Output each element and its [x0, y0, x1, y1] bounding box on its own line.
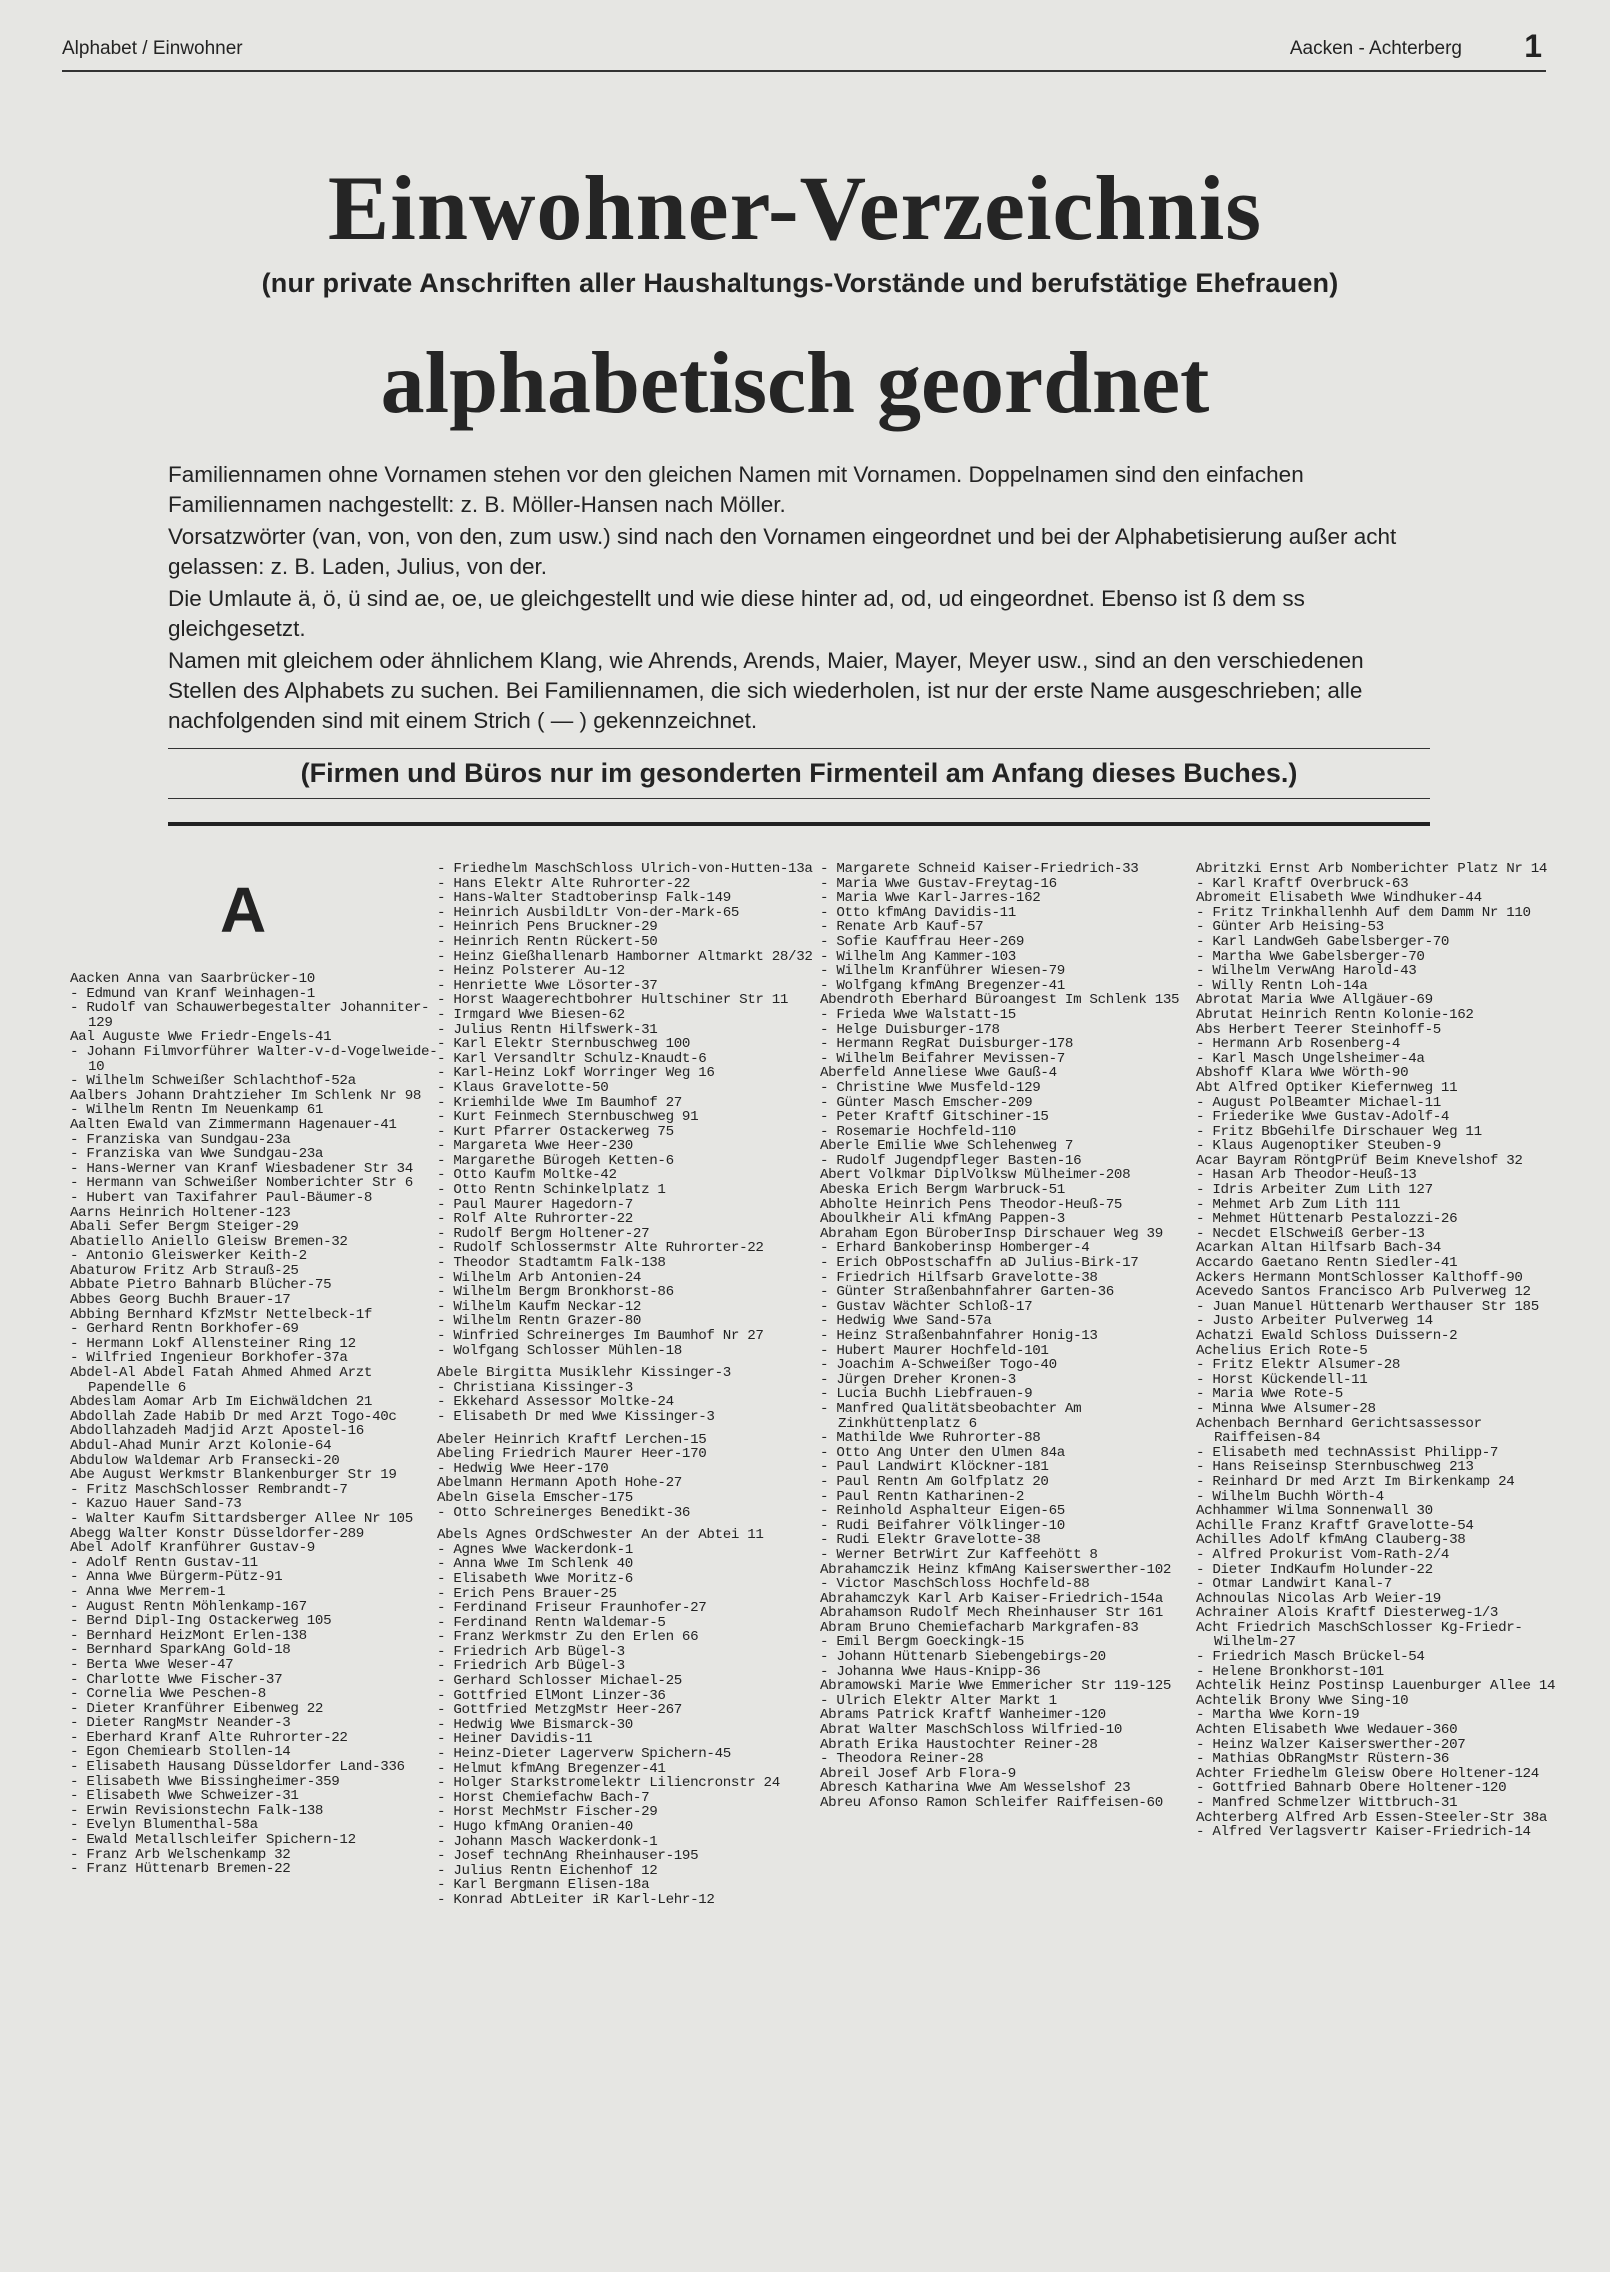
directory-entry: Abbate Pietro Bahnarb Blücher-75: [70, 1277, 332, 1294]
directory-entry: Abt Alfred Optiker Kiefernweg 11: [1196, 1079, 1458, 1096]
directory-entry: - Karl-Heinz Lokf Worringer Weg 16: [437, 1065, 715, 1082]
directory-entry: - Franz Werkmstr Zu den Erlen 66: [437, 1629, 699, 1646]
directory-entry: Acar Bayram RöntgPrüf Beim Knevelshof 32: [1196, 1152, 1523, 1169]
directory-entry: - Alfred Prokurist Vom-Rath-2/4: [1196, 1546, 1450, 1563]
directory-entry: - Hugo kfmAng Oranien-40: [437, 1819, 633, 1835]
directory-entry: - Manfred Qualitätsbeobachter Am Zinkhüttenplatz 6: [820, 1400, 1082, 1432]
directory-entry: - Mathias ObRangMstr Rüstern-36: [1196, 1751, 1450, 1768]
directory-entry: - Elisabeth Hausang Düsseldorfer Land-336: [70, 1759, 405, 1776]
directory-entry: - Hermann Lokf Allensteiner Ring 12: [70, 1335, 356, 1352]
directory-entry: Achatzi Ewald Schloss Duissern-2: [1196, 1328, 1458, 1344]
directory-entry: - Manfred Schmelzer Wittbruch-31: [1196, 1795, 1458, 1811]
directory-entry: - Jürgen Dreher Kronen-3: [820, 1371, 1016, 1388]
directory-entry: - Hubert van Taxifahrer Paul-Bäumer-8: [70, 1189, 373, 1206]
directory-entry: Abegg Walter Konstr Düsseldorfer-289: [70, 1525, 364, 1542]
directory-entry: - Kazuo Hauer Sand-73: [70, 1496, 242, 1513]
directory-entry: - Wilhelm Kranführer Wiesen-79: [820, 963, 1065, 980]
page-subtitle: (nur private Anschriften aller Haushaltungs-Vorstände und berufstätige Ehefrauen): [261, 268, 1339, 298]
directory-entry: - Margarete Schneid Kaiser-Friedrich-33: [820, 861, 1139, 877]
directory-entry: - Klaus Augenoptiker Steuben-9: [1196, 1138, 1441, 1155]
directory-entry: - Klaus Gravelotte-50: [437, 1079, 609, 1096]
directory-entry: - Gerhard Rentn Borkhofer-69: [70, 1321, 299, 1338]
directory-entry: - Wolfgang Schlosser Mühlen-18: [437, 1342, 682, 1359]
directory-entry: - Justo Arbeiter Pulverweg 14: [1196, 1313, 1433, 1330]
directory-entry: Acht Friedrich MaschSchlosser Kg-Friedr-Wilhelm-27: [1196, 1619, 1523, 1651]
directory-entry: - Maria Wwe Rote-5: [1196, 1386, 1343, 1403]
directory-entry: - Ekkehard Assessor Moltke-24: [437, 1394, 674, 1411]
directory-entry: - Ewald Metallschleifer Spichern-12: [70, 1832, 356, 1849]
directory-entry: Aacken Anna van Saarbrücker-10: [70, 971, 315, 987]
directory-entry: - Rudi Beifahrer Völklinger-10: [820, 1517, 1065, 1534]
directory-entry: - Friedrich Hilfsarb Gravelotte-38: [820, 1269, 1098, 1286]
directory-entry: - Johann Filmvorführer Walter-v-d-Vogelweide-10: [70, 1043, 438, 1075]
directory-entry: - Günter Masch Emscher-209: [820, 1094, 1033, 1111]
directory-entry: Abdul-Ahad Munir Arzt Kolonie-64: [70, 1438, 332, 1454]
directory-entry: - Lucia Buchh Liebfrauen-9: [820, 1386, 1033, 1403]
directory-entry: - Elisabeth Wwe Schweizer-31: [70, 1788, 299, 1805]
directory-entry: - Elisabeth med technAssist Philipp-7: [1196, 1444, 1499, 1461]
divider-rule: [168, 798, 1430, 799]
directory-entry: Abrat Walter MaschSchloss Wilfried-10: [820, 1722, 1123, 1739]
directory-column-1: [70, 862, 448, 1877]
directory-entry: - Rolf Alte Ruhrorter-22: [437, 1211, 633, 1228]
directory-entry: Achrainer Alois Kraftf Diesterweg-1/3: [1196, 1605, 1499, 1622]
directory-entry: - Alfred Verlagsvertr Kaiser-Friedrich-14: [1196, 1824, 1531, 1841]
directory-entry: - Elisabeth Wwe Moritz-6: [437, 1570, 633, 1587]
directory-entry: Acarkan Altan Hilfsarb Bach-34: [1196, 1240, 1441, 1257]
directory-entry: - Fritz Trinkhallenhh Auf dem Damm Nr 110: [1196, 904, 1531, 921]
directory-entry: Abdel-Al Abdel Fatah Ahmed Ahmed Arzt Papendelle 6: [70, 1365, 373, 1396]
directory-entry: - Rudolf van Schauwerbegestalter Johanniter-129: [70, 1000, 430, 1031]
directory-entry: - Karl Elektr Sternbuschweg 100: [437, 1036, 691, 1053]
directory-entry: - Otmar Landwirt Kanal-7: [1196, 1576, 1392, 1593]
directory-entry: - Hermann Arb Rosenberg-4: [1196, 1036, 1401, 1053]
directory-entry: - Johanna Wwe Haus-Knipp-36: [820, 1663, 1041, 1680]
directory-entry: Achilles Adolf kfmAng Clauberg-38: [1196, 1532, 1466, 1549]
directory-entry: Abdollah Zade Habib Dr med Arzt Togo-40c: [70, 1408, 397, 1425]
directory-entry: - Egon Chemiearb Stollen-14: [70, 1744, 291, 1761]
directory-entry: Achter Friedhelm Gleisw Obere Holtener-124: [1196, 1765, 1539, 1782]
directory-entry: - Joachim A-Schweißer Togo-40: [820, 1357, 1057, 1374]
directory-entry: Abrath Erika Haustochter Reiner-28: [820, 1736, 1098, 1753]
directory-entry: - Necdet ElSchweiß Gerber-13: [1196, 1225, 1425, 1242]
directory-entry: - Renate Arb Kauf-57: [820, 919, 984, 936]
directory-entry: Abshoff Klara Wwe Wörth-90: [1196, 1065, 1409, 1082]
directory-entry: Abdeslam Aomar Arb Im Eichwäldchen 21: [70, 1394, 373, 1411]
directory-entry: - Julius Rentn Eichenhof 12: [437, 1862, 658, 1879]
directory-entry: - Kurt Pfarrer Ostackerweg 75: [437, 1123, 674, 1140]
directory-entry: - Konrad AbtLeiter iR Karl-Lehr-12: [437, 1891, 715, 1908]
directory-entry: - Rosemarie Hochfeld-110: [820, 1123, 1016, 1140]
firm-note: (Firmen und Büros nur im gesonderten Firmenteil am Anfang dieses Buches.): [300, 758, 1298, 788]
directory-entry: Abromeit Elisabeth Wwe Windhuker-44: [1196, 890, 1482, 907]
directory-entry: - Elisabeth Wwe Bissingheimer-359: [70, 1773, 340, 1790]
directory-entry: Abel Adolf Kranführer Gustav-9: [70, 1540, 315, 1557]
directory-entry: - Wilhelm Schweißer Schlachthof-52a: [70, 1073, 356, 1090]
directory-entry: - Otto Rentn Schinkelplatz 1: [437, 1182, 666, 1199]
directory-entry: - Franziska van Sundgau-23a: [70, 1131, 291, 1148]
directory-entry: Abbing Bernhard KfzMstr Nettelbeck-1f: [70, 1306, 373, 1323]
directory-entry: Accardo Gaetano Rentn Siedler-41: [1196, 1255, 1458, 1272]
directory-entry: - Paul Maurer Hagedorn-7: [437, 1196, 633, 1213]
directory-column-2: [437, 862, 815, 1908]
directory-entry: Abele Birgitta Musiklehr Kissinger-3: [437, 1365, 731, 1382]
directory-entry: - Winfried Schreinerges Im Baumhof Nr 27: [437, 1328, 764, 1344]
directory-entry: - Fritz MaschSchlosser Rembrandt-7: [70, 1481, 348, 1498]
intro-paragraph: Vorsatzwörter (van, von, von den, zum usw.) sind nach den Vornamen eingeordnet und bei der Alphabetisierung außer acht gelassen: z. B. Laden, Julius, von der.: [168, 524, 1397, 579]
directory-entry: Abels Agnes OrdSchwester An der Abtei 11: [437, 1527, 764, 1544]
directory-entry: - Hedwig Wwe Bismarck-30: [437, 1716, 633, 1733]
directory-entry: - Hans-Walter Stadtoberinsp Falk-149: [437, 890, 731, 907]
directory-entry: Abeska Erich Bergm Warbruck-51: [820, 1182, 1065, 1199]
directory-entry: - Friedhelm MaschSchloss Ulrich-von-Hutten-13a: [437, 861, 813, 877]
section-letter: A: [220, 874, 266, 946]
directory-entry: - Horst Kückendell-11: [1196, 1371, 1368, 1388]
directory-entry: - Horst Waagerechtbohrer Hultschiner Str 11: [437, 992, 789, 1009]
directory-entry: - Irmgard Wwe Biesen-62: [437, 1006, 625, 1023]
directory-entry: Aalbers Johann Drahtzieher Im Schlenk Nr 98: [70, 1087, 422, 1104]
directory-entry: Abrahamczik Heinz kfmAng Kaiserswerther-102: [820, 1561, 1172, 1578]
directory-entry: - Dieter Kranführer Eibenweg 22: [70, 1700, 324, 1717]
directory-entry: - Hans Reiseinsp Sternbuschweg 213: [1196, 1459, 1474, 1476]
directory-entry: - Idris Arbeiter Zum Lith 127: [1196, 1182, 1433, 1199]
directory-entry: - Bernhard HeizMont Erlen-138: [70, 1627, 307, 1644]
directory-entry: - Willy Rentn Loh-14a: [1196, 977, 1368, 994]
directory-entry: - Otto kfmAng Davidis-11: [820, 904, 1016, 921]
directory-entry: - Martha Wwe Korn-19: [1196, 1707, 1360, 1724]
header-rule: [62, 70, 1546, 72]
directory-entry: Abholte Heinrich Pens Theodor-Heuß-75: [820, 1196, 1123, 1213]
directory-entry: Abraham Egon BüroberInsp Dirschauer Weg 39: [820, 1225, 1163, 1242]
directory-entry: - Fritz BbGehilfe Dirschauer Weg 11: [1196, 1123, 1482, 1140]
directory-entry: - Elisabeth Dr med Wwe Kissinger-3: [437, 1408, 715, 1425]
directory-entry: - Juan Manuel Hüttenarb Werthauser Str 185: [1196, 1298, 1539, 1315]
directory-entry: - Otto Ang Unter den Ulmen 84a: [820, 1444, 1065, 1461]
directory-entry: - Holger Starkstromelektr Liliencronstr 24: [437, 1775, 780, 1792]
directory-entry: Abdollahzadeh Madjid Arzt Apostel-16: [70, 1423, 364, 1440]
directory-entry: - Adolf Rentn Gustav-11: [70, 1554, 258, 1571]
directory-entry: - Erich ObPostschaffn aD Julius-Birk-17: [820, 1255, 1139, 1272]
directory-entry: - Hedwig Wwe Heer-170: [437, 1460, 609, 1477]
directory-entry: Aal Auguste Wwe Friedr-Engels-41: [70, 1029, 332, 1046]
directory-entry: - Martha Wwe Gabelsberger-70: [1196, 948, 1425, 965]
directory-entry: - Cornelia Wwe Peschen-8: [70, 1686, 266, 1703]
directory-entry: - Friedrich Arb Bügel-3: [437, 1658, 625, 1675]
directory-entry: - August Rentn Möhlenkamp-167: [70, 1598, 307, 1615]
directory-entry: - Kriemhilde Wwe Im Baumhof 27: [437, 1094, 682, 1111]
directory-entry: - Helmut kfmAng Bregenzer-41: [437, 1760, 666, 1777]
directory-entry: - Minna Wwe Alsumer-28: [1196, 1400, 1376, 1417]
directory-entry: - Johann Masch Wackerdonk-1: [437, 1833, 658, 1850]
directory-entry: - Paul Rentn Katharinen-2: [820, 1488, 1025, 1505]
page-number: 1: [1524, 28, 1542, 64]
directory-entry: - Karl Bergmann Elisen-18a: [437, 1877, 650, 1894]
directory-entry: - Rudolf Jugendpfleger Basten-16: [820, 1152, 1082, 1169]
directory-entry: Achhammer Wilma Sonnenwall 30: [1196, 1503, 1433, 1520]
directory-entry: - Christiana Kissinger-3: [437, 1379, 633, 1396]
directory-entry: Aarns Heinrich Holtener-123: [70, 1204, 291, 1221]
directory-entry: - Anna Wwe Merrem-1: [70, 1583, 226, 1600]
directory-entry: - Victor MaschSchloss Hochfeld-88: [820, 1576, 1090, 1593]
directory-entry: - Bernd Dipl-Ing Ostackerweg 105: [70, 1613, 332, 1630]
page-title: Einwohner-Verzeichnis: [327, 157, 1263, 259]
directory-entry: - Horst MechMstr Fischer-29: [437, 1804, 658, 1821]
directory-entry: - Theodor Stadtamtm Falk-138: [437, 1255, 666, 1272]
directory-entry: - Charlotte Wwe Fischer-37: [70, 1671, 283, 1688]
directory-entry: - Karl Kraftf Overbruck-63: [1196, 875, 1409, 892]
divider-rule: [168, 748, 1430, 749]
directory-entry: - Peter Kraftf Gitschiner-15: [820, 1109, 1049, 1126]
directory-entry: Abrahamczyk Karl Arb Kaiser-Friedrich-154a: [820, 1590, 1163, 1607]
directory-entry: Abert Volkmar DiplVolksw Mülheimer-208: [820, 1167, 1131, 1184]
directory-entry: - Wilhelm VerwAng Harold-43: [1196, 963, 1417, 980]
directory-entry: Achenbach Bernhard Gerichtsassessor Raiffeisen-84: [1196, 1415, 1482, 1447]
directory-entry: Aberfeld Anneliese Wwe Gauß-4: [820, 1065, 1057, 1082]
directory-entry: - August PolBeamter Michael-11: [1196, 1094, 1441, 1111]
directory-entry: - Wilhelm Kaufm Neckar-12: [437, 1298, 642, 1315]
directory-entry: - Evelyn Blumenthal-58a: [70, 1817, 258, 1834]
directory-entry: - Günter Arb Heising-53: [1196, 919, 1384, 936]
directory-entry: - Frieda Wwe Walstatt-15: [820, 1006, 1016, 1023]
directory-entry: - Rudolf Schlossermstr Alte Ruhrorter-22: [437, 1240, 764, 1257]
directory-entry: Abdulow Waldemar Arb Fransecki-20: [70, 1452, 340, 1469]
directory-entry: - Wilhelm Beifahrer Mevissen-7: [820, 1050, 1065, 1067]
directory-entry: - Otto Schreinerges Benedikt-36: [437, 1504, 691, 1521]
directory-entry: Abrotat Maria Wwe Allgäuer-69: [1196, 992, 1433, 1009]
directory-entry: Abatiello Aniello Gleisw Bremen-32: [70, 1233, 348, 1250]
directory-entry: - Edmund van Kranf Weinhagen-1: [70, 985, 315, 1002]
directory-entry: Abelmann Hermann Apoth Hohe-27: [437, 1475, 682, 1492]
directory-entry: - Bernhard SparkAng Gold-18: [70, 1642, 291, 1659]
directory-entry: - Paul Landwirt Klöckner-181: [820, 1459, 1049, 1476]
directory-entry: - Heinrich AusbildLtr Von-der-Mark-65: [437, 904, 740, 921]
directory-entry: - Rudolf Bergm Holtener-27: [437, 1225, 650, 1242]
directory-entry: - Emil Bergm Goeckingk-15: [820, 1634, 1025, 1651]
intro-paragraph: Familiennamen ohne Vornamen stehen vor den gleichen Namen mit Vornamen. Doppelnamen sind den einfachen Familiennamen nachgestellt: z. B. Möller-Hansen nach Möller.: [168, 462, 1304, 517]
directory-entry: - Erich Pens Brauer-25: [437, 1585, 617, 1602]
directory-entry: - Walter Kaufm Sittardsberger Allee Nr 105: [70, 1510, 413, 1527]
directory-entry: Achtelik Brony Wwe Sing-10: [1196, 1692, 1409, 1709]
directory-entry: - Hasan Arb Theodor-Heuß-13: [1196, 1167, 1417, 1184]
directory-entry: Abaturow Fritz Arb Strauß-25: [70, 1262, 299, 1279]
directory-entry: - Wilhelm Rentn Grazer-80: [437, 1313, 642, 1330]
directory-entry: - Heinrich Rentn Rückert-50: [437, 933, 658, 950]
directory-entry: Abrutat Heinrich Rentn Kolonie-162: [1196, 1006, 1474, 1023]
divider-rule-thick: [168, 822, 1430, 826]
directory-entry: - Antonio Gleiswerker Keith-2: [70, 1248, 307, 1265]
directory-entry: - Hubert Maurer Hochfeld-101: [820, 1342, 1049, 1359]
directory-entry: - Wolfgang kfmAng Bregenzer-41: [820, 977, 1065, 994]
directory-entry: - Heinz-Dieter Lagerverw Spichern-45: [437, 1746, 731, 1763]
directory-entry: - Karl Versandltr Schulz-Knaudt-6: [437, 1050, 707, 1067]
directory-entry: Abramowski Marie Wwe Emmericher Str 119-125: [820, 1678, 1172, 1695]
directory-entry: Acevedo Santos Francisco Arb Pulverweg 12: [1196, 1284, 1531, 1301]
intro-text: [168, 460, 1423, 738]
directory-entry: - Friederike Wwe Gustav-Adolf-4: [1196, 1109, 1450, 1126]
directory-entry: - Heiner Davidis-11: [437, 1731, 593, 1748]
directory-entry: - Margarethe Bürogeh Ketten-6: [437, 1152, 674, 1169]
directory-entry: - Wilhelm Bergm Bronkhorst-86: [437, 1284, 674, 1301]
directory-entry: - Mathilde Wwe Ruhrorter-88: [820, 1430, 1041, 1447]
directory-entry: Aberle Emilie Wwe Schlehenweg 7: [820, 1138, 1074, 1155]
directory-entry: - Paul Rentn Am Golfplatz 20: [820, 1473, 1049, 1490]
directory-entry: - Sofie Kauffrau Heer-269: [820, 933, 1025, 950]
directory-entry: Abresch Katharina Wwe Am Wesselshof 23: [820, 1780, 1131, 1797]
directory-entry: - Heinrich Pens Bruckner-29: [437, 919, 658, 936]
directory-entry: - Julius Rentn Hilfswerk-31: [437, 1021, 658, 1038]
directory-entry: - Gottfried MetzgMstr Heer-267: [437, 1702, 682, 1719]
directory-entry: - Gottfried ElMont Linzer-36: [437, 1687, 666, 1704]
directory-entry: Abrams Patrick Kraftf Wanheimer-120: [820, 1707, 1106, 1724]
directory-entry: Abrahamson Rudolf Mech Rheinhauser Str 161: [820, 1605, 1163, 1622]
directory-entry: Abbes Georg Buchh Brauer-17: [70, 1292, 291, 1309]
directory-entry: - Margareta Wwe Heer-230: [437, 1138, 633, 1155]
directory-entry: Abritzki Ernst Arb Nomberichter Platz Nr 14: [1196, 861, 1548, 877]
directory-entry: Abreil Josef Arb Flora-9: [820, 1765, 1016, 1782]
directory-entry: - Eberhard Kranf Alte Ruhrorter-22: [70, 1729, 348, 1746]
directory-entry: - Gustav Wächter Schloß-17: [820, 1298, 1033, 1315]
directory-entry: Achelius Erich Rote-5: [1196, 1342, 1368, 1359]
directory-entry: Abe August Werkmstr Blankenburger Str 19: [70, 1467, 397, 1484]
directory-entry: - Dieter IndKaufm Holunder-22: [1196, 1561, 1433, 1578]
directory-entry: - Wilhelm Buchh Wörth-4: [1196, 1488, 1384, 1505]
directory-entry: - Erwin Revisionstechn Falk-138: [70, 1802, 324, 1819]
directory-entry: - Rudi Elektr Gravelotte-38: [820, 1532, 1041, 1549]
directory-entry: Abram Bruno Chemiefacharb Markgrafen-83: [820, 1619, 1139, 1636]
directory-entry: Abali Sefer Bergm Steiger-29: [70, 1219, 299, 1236]
directory-entry: - Hans Elektr Alte Ruhrorter-22: [437, 875, 691, 892]
directory-entry: - Hermann RegRat Duisburger-178: [820, 1036, 1074, 1053]
directory-entry: - Gottfried Bahnarb Obere Holtener-120: [1196, 1780, 1507, 1797]
directory-entry: - Dieter RangMstr Neander-3: [70, 1715, 291, 1732]
directory-entry: - Franziska van Wwe Sundgau-23a: [70, 1146, 324, 1163]
directory-entry: - Wilfried Ingenieur Borkhofer-37a: [70, 1350, 348, 1367]
directory-entry: Aalten Ewald van Zimmermann Hagenauer-41: [70, 1116, 397, 1133]
directory-entry: - Werner BetrWirt Zur Kaffeehött 8: [820, 1546, 1098, 1563]
directory-column-3: [820, 862, 1198, 1811]
directory-entry: - Ferdinand Friseur Fraunhofer-27: [437, 1600, 707, 1617]
directory-entry: - Hermann van Schweißer Nomberichter Str 6: [70, 1175, 413, 1192]
directory-entry: - Theodora Reiner-28: [820, 1751, 984, 1768]
directory-entry: - Gerhard Schlosser Michael-25: [437, 1673, 682, 1690]
directory-entry: - Mehmet Arb Zum Lith 111: [1196, 1196, 1401, 1213]
running-header-left: Alphabet / Einwohner: [62, 38, 243, 59]
directory-entry: Abendroth Eberhard Büroangest Im Schlenk 135: [820, 992, 1180, 1009]
directory-entry: - Heinz Walzer Kaiserswerther-207: [1196, 1736, 1466, 1753]
directory-entry: - Kurt Feinmech Sternbuschweg 91: [437, 1109, 699, 1126]
directory-entry: - Helge Duisburger-178: [820, 1021, 1000, 1038]
directory-entry: - Günter Straßenbahnfahrer Garten-36: [820, 1284, 1114, 1301]
directory-entry: - Josef technAng Rheinhauser-195: [437, 1848, 699, 1865]
directory-entry: - Reinhold Asphalteur Eigen-65: [820, 1503, 1065, 1520]
directory-entry: - Friedrich Arb Bügel-3: [437, 1643, 625, 1660]
directory-entry: - Friedrich Masch Brückel-54: [1196, 1649, 1425, 1666]
page-title-secondary: alphabetisch geordnet: [380, 335, 1210, 432]
directory-entry: - Anna Wwe Bürgerm-Pütz-91: [70, 1569, 283, 1586]
directory-column-4: [1196, 862, 1574, 1840]
directory-entry: - Helene Bronkhorst-101: [1196, 1663, 1384, 1680]
directory-entry: Abeler Heinrich Kraftf Lerchen-15: [437, 1431, 707, 1448]
directory-entry: Abeling Friedrich Maurer Heer-170: [437, 1446, 707, 1463]
directory-entry: - Franz Hüttenarb Bremen-22: [70, 1861, 291, 1878]
directory-entry: - Maria Wwe Karl-Jarres-162: [820, 890, 1041, 907]
directory-entry: Abeln Gisela Emscher-175: [437, 1489, 633, 1506]
directory-entry: Abs Herbert Teerer Steinhoff-5: [1196, 1021, 1441, 1038]
directory-entry: - Ulrich Elektr Alter Markt 1: [820, 1692, 1057, 1709]
directory-entry: - Reinhard Dr med Arzt Im Birkenkamp 24: [1196, 1473, 1515, 1490]
directory-entry: - Hedwig Wwe Sand-57a: [820, 1313, 992, 1330]
directory-entry: - Franz Arb Welschenkamp 32: [70, 1846, 291, 1863]
directory-entry: - Christine Wwe Musfeld-129: [820, 1079, 1041, 1096]
directory-entry: - Karl Masch Ungelsheimer-4a: [1196, 1050, 1425, 1067]
directory-entry: Ackers Hermann MontSchlosser Kalthoff-90: [1196, 1269, 1523, 1286]
directory-entry: Abreu Afonso Ramon Schleifer Raiffeisen-60: [820, 1795, 1163, 1811]
directory-entry: - Agnes Wwe Wackerdonk-1: [437, 1541, 633, 1558]
directory-entry: - Heinz Gießhallenarb Hamborner Altmarkt 28/32: [437, 948, 813, 965]
directory-entry: - Mehmet Hüttenarb Pestalozzi-26: [1196, 1211, 1458, 1228]
directory-entry: - Henriette Wwe Lösorter-37: [437, 977, 658, 994]
directory-entry: - Karl LandwGeh Gabelsberger-70: [1196, 933, 1450, 950]
directory-entry: - Hans-Werner van Kranf Wiesbadener Str 34: [70, 1160, 413, 1177]
directory-entry: - Anna Wwe Im Schlenk 40: [437, 1556, 633, 1573]
directory-entry: - Maria Wwe Gustav-Freytag-16: [820, 875, 1057, 892]
directory-entry: Achten Elisabeth Wwe Wedauer-360: [1196, 1722, 1458, 1739]
directory-entry: - Heinz Polsterer Au-12: [437, 963, 625, 980]
directory-entry: - Otto Kaufm Moltke-42: [437, 1167, 617, 1184]
directory-entry: - Berta Wwe Weser-47: [70, 1656, 234, 1673]
directory-entry: - Wilhelm Ang Kammer-103: [820, 948, 1016, 965]
directory-entry: - Wilhelm Arb Antonien-24: [437, 1269, 642, 1286]
directory-entry: - Wilhelm Rentn Im Neuenkamp 61: [70, 1102, 324, 1119]
directory-entry: - Horst Chemiefachw Bach-7: [437, 1789, 650, 1806]
directory-entry: Achterberg Alfred Arb Essen-Steeler-Str 38a: [1196, 1809, 1548, 1826]
intro-paragraph: Namen mit gleichem oder ähnlichem Klang, wie Ahrends, Arends, Maier, Mayer, Meyer usw., sind an den verschiedenen Stellen des Alphabets zu suchen. Bei Familiennamen, die sich wiederholen, ist nur der erste Name ausgeschrieben; alle nachfolgenden sind mit einem Strich ( — ) gekennzeichnet.: [168, 648, 1364, 733]
directory-entry: Aboulkheir Ali kfmAng Pappen-3: [820, 1211, 1065, 1228]
directory-entry: - Ferdinand Rentn Waldemar-5: [437, 1614, 666, 1631]
directory-entry: - Erhard Bankoberinsp Homberger-4: [820, 1240, 1090, 1257]
directory-entry: Achtelik Heinz Postinsp Lauenburger Allee 14: [1196, 1678, 1556, 1695]
directory-entry: - Fritz Elektr Alsumer-28: [1196, 1357, 1401, 1374]
intro-paragraph: Die Umlaute ä, ö, ü sind ae, oe, ue gleichgestellt und wie diese hinter ad, od, ud eingeordnet. Ebenso ist ß dem ss gleichgesetzt.: [168, 586, 1305, 641]
directory-entry: Achille Franz Kraftf Gravelotte-54: [1196, 1517, 1474, 1534]
directory-entry: Achnoulas Nicolas Arb Weier-19: [1196, 1590, 1441, 1607]
running-header-right: Aacken - Achterberg: [1289, 38, 1462, 59]
directory-entry: - Johann Hüttenarb Siebengebirgs-20: [820, 1649, 1106, 1666]
directory-entry: - Heinz Straßenbahnfahrer Honig-13: [820, 1328, 1098, 1344]
